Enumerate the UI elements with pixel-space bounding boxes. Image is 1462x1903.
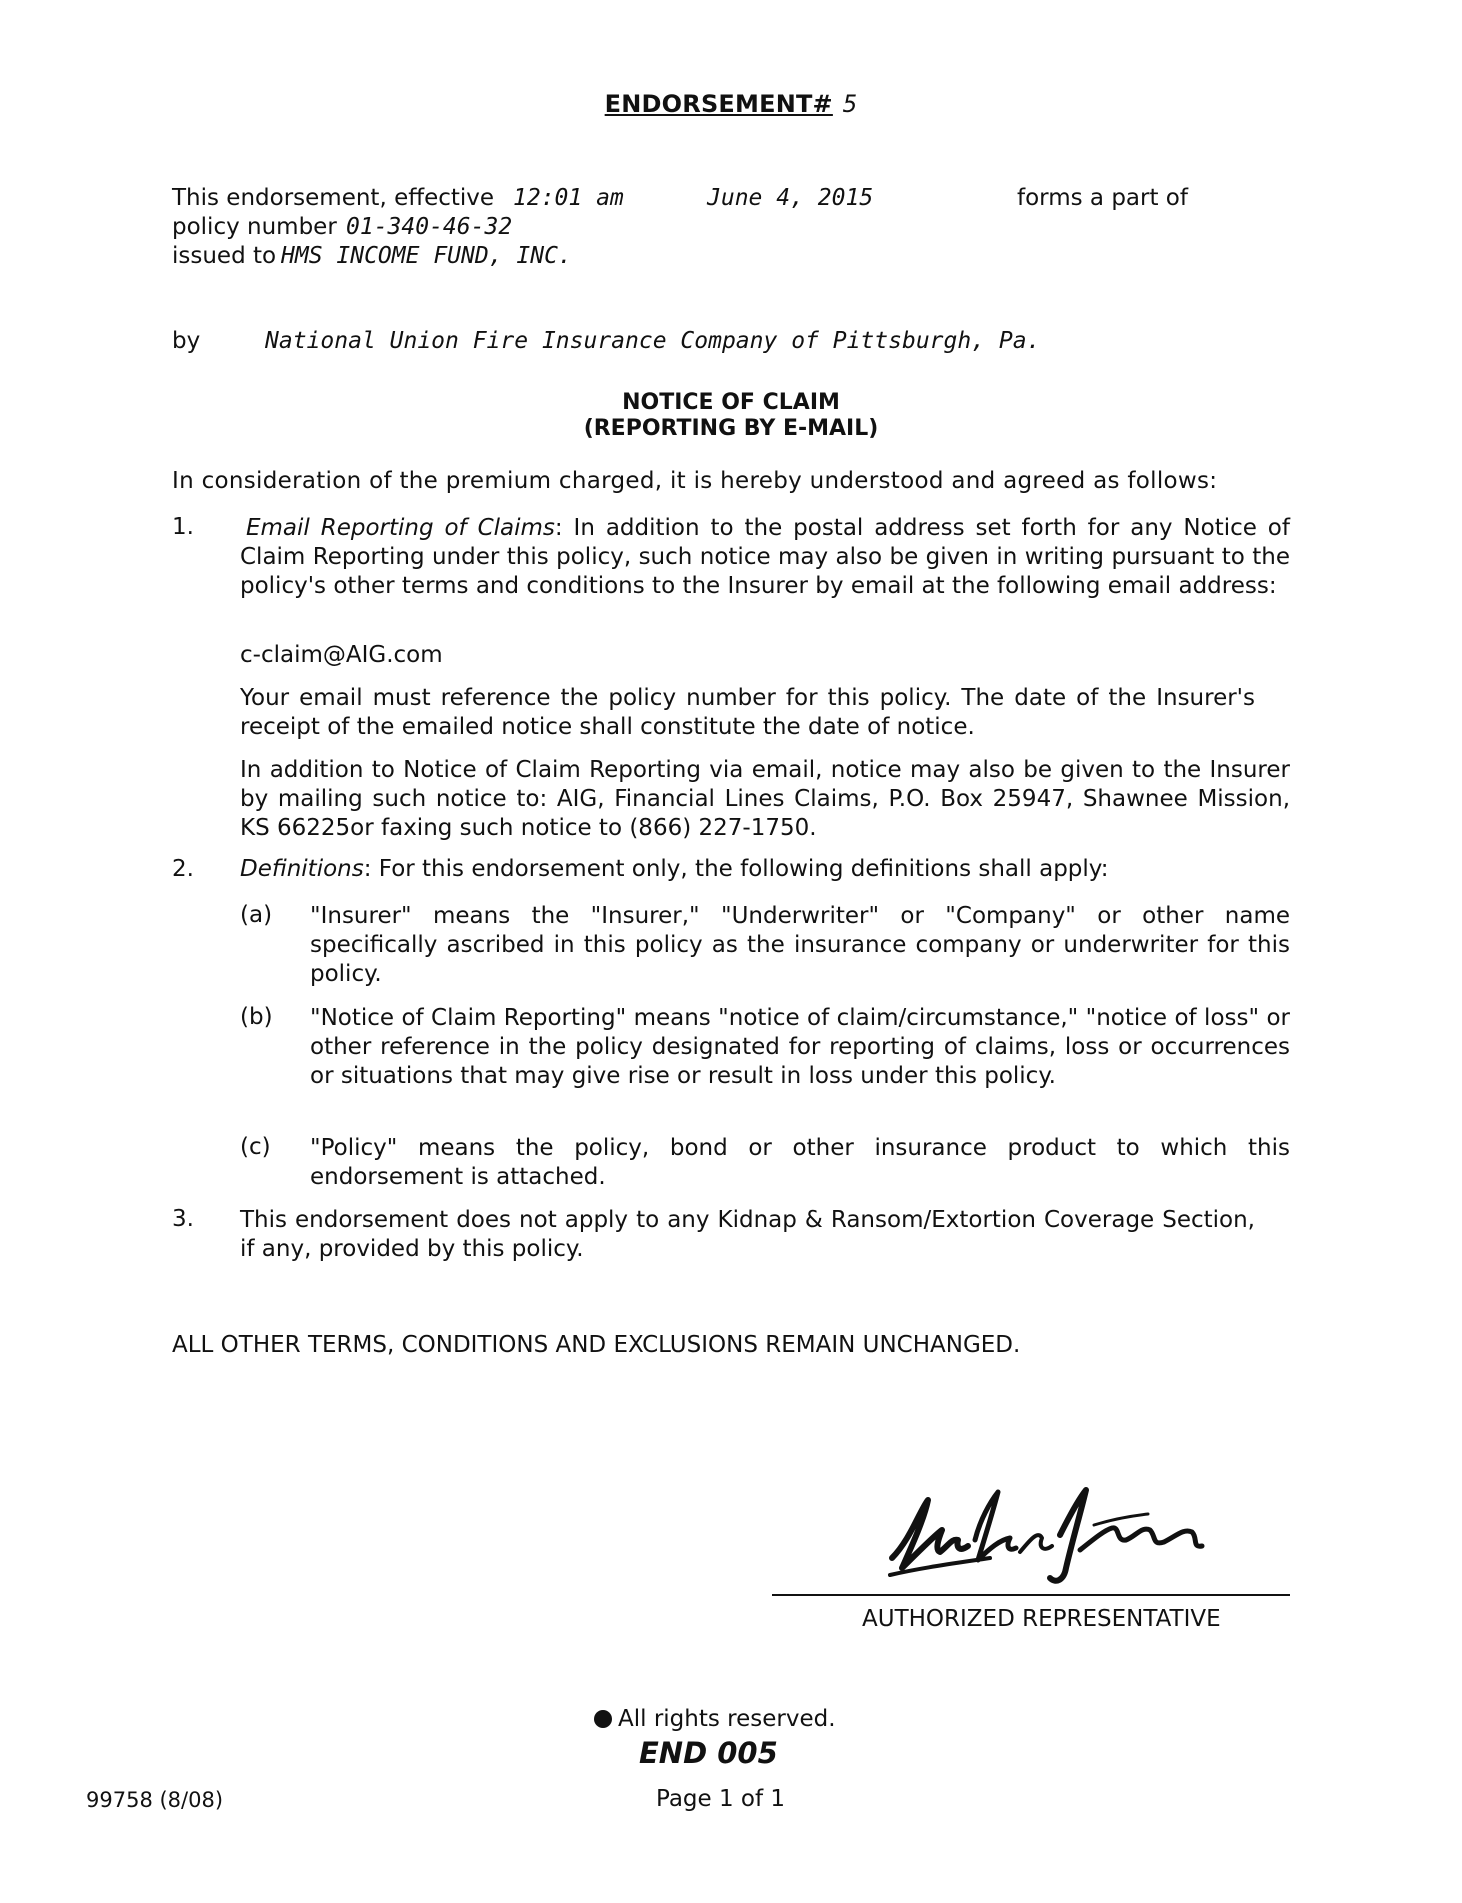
signature-image <box>880 1480 1225 1590</box>
section-title-line1: NOTICE OF CLAIM <box>622 390 840 415</box>
definition-a-text: "Insurer" means the "Insurer," "Underwriter" or "Company" or other name specifically ascribed in this policy as the insurance company or underwriter for this policy. <box>310 903 1290 987</box>
endorsement-number: 5 <box>842 90 858 118</box>
endorsement-title <box>0 90 1462 118</box>
end-code: END 005 <box>639 1736 778 1770</box>
effective-suffix: forms a part of <box>1017 185 1188 211</box>
issued-to-label: issued to <box>172 243 277 269</box>
signature-line <box>772 1594 1290 1596</box>
closing-clause: ALL OTHER TERMS, CONDITIONS AND EXCLUSIONS REMAIN UNCHANGED. <box>172 1332 1021 1358</box>
page-number: Page 1 of 1 <box>656 1786 786 1812</box>
item-1-number: 1. <box>172 514 194 540</box>
policy-number-label: policy number <box>172 214 337 240</box>
item-1-para3: In addition to Notice of Claim Reporting via email, notice may also be given to the Insurer by mailing such notice to: AIG, Financial Lines Claims, P.O. Box 25947, Shawnee Mission, KS 66225or faxing such notice to (866) 227-1750. <box>240 757 1290 841</box>
item-1-text <box>240 514 1290 601</box>
section-title-line2: (REPORTING BY E-MAIL) <box>583 416 879 441</box>
effective-date: June 4, 2015 <box>707 185 874 211</box>
by-label: by <box>172 328 201 354</box>
signature-caption: AUTHORIZED REPRESENTATIVE <box>862 1606 1221 1632</box>
effective-time: 12:01 am <box>513 185 624 211</box>
definition-b-text: "Notice of Claim Reporting" means "notice of claim/circumstance," "notice of loss" or other reference in the policy designated for reporting of claims, loss or occurrences or situations that may give rise or result in loss under this policy. <box>310 1005 1290 1089</box>
rights-text: All rights reserved. <box>618 1706 836 1732</box>
definition-b-label: (b) <box>240 1004 273 1030</box>
copyright-icon <box>594 1710 612 1728</box>
item-1-lead: Email Reporting of Claims <box>246 515 555 541</box>
insurer-name: National Union Fire Insurance Company of Pittsburgh, Pa. <box>265 328 1041 354</box>
definition-a-label: (a) <box>240 902 273 928</box>
claim-email: c-claim@AIG.com <box>240 642 443 668</box>
definition-c-text: "Policy" means the policy, bond or other insurance product to which this endorsement is attached. <box>310 1135 1290 1190</box>
endorsement-label: ENDORSEMENT# <box>604 90 833 118</box>
form-number: 99758 (8/08) <box>86 1788 224 1812</box>
policy-number: 01-340-46-32 <box>346 214 513 240</box>
copyright-line <box>594 1706 836 1732</box>
item-2-number: 2. <box>172 856 194 882</box>
item-3-number: 3. <box>172 1206 194 1232</box>
item-1-para2: Your email must reference the policy number for this policy. The date of the Insurer's receipt of the emailed notice shall constitute the date of notice. <box>240 685 1255 740</box>
item-2-body: : For this endorsement only, the following definitions shall apply: <box>363 856 1109 882</box>
item-2-lead: Definitions <box>240 856 364 882</box>
item-3-text: This endorsement does not apply to any Kidnap & Ransom/Extortion Coverage Section, if any, provided by this policy. <box>240 1207 1255 1262</box>
insured-name: HMS INCOME FUND, INC. <box>281 243 572 269</box>
item-1-body: : In addition to the postal address set forth for any Notice of Claim Reporting under this policy, such notice may also be given in writing pursuant to the policy's other terms and conditions to the Insurer by email at the following email address: <box>240 515 1290 599</box>
effective-intro: This endorsement, effective <box>172 185 495 211</box>
item-2-text <box>240 856 1108 882</box>
consideration-clause: In consideration of the premium charged, it is hereby understood and agreed as follows: <box>172 468 1218 494</box>
definition-c-label: (c) <box>240 1134 271 1160</box>
